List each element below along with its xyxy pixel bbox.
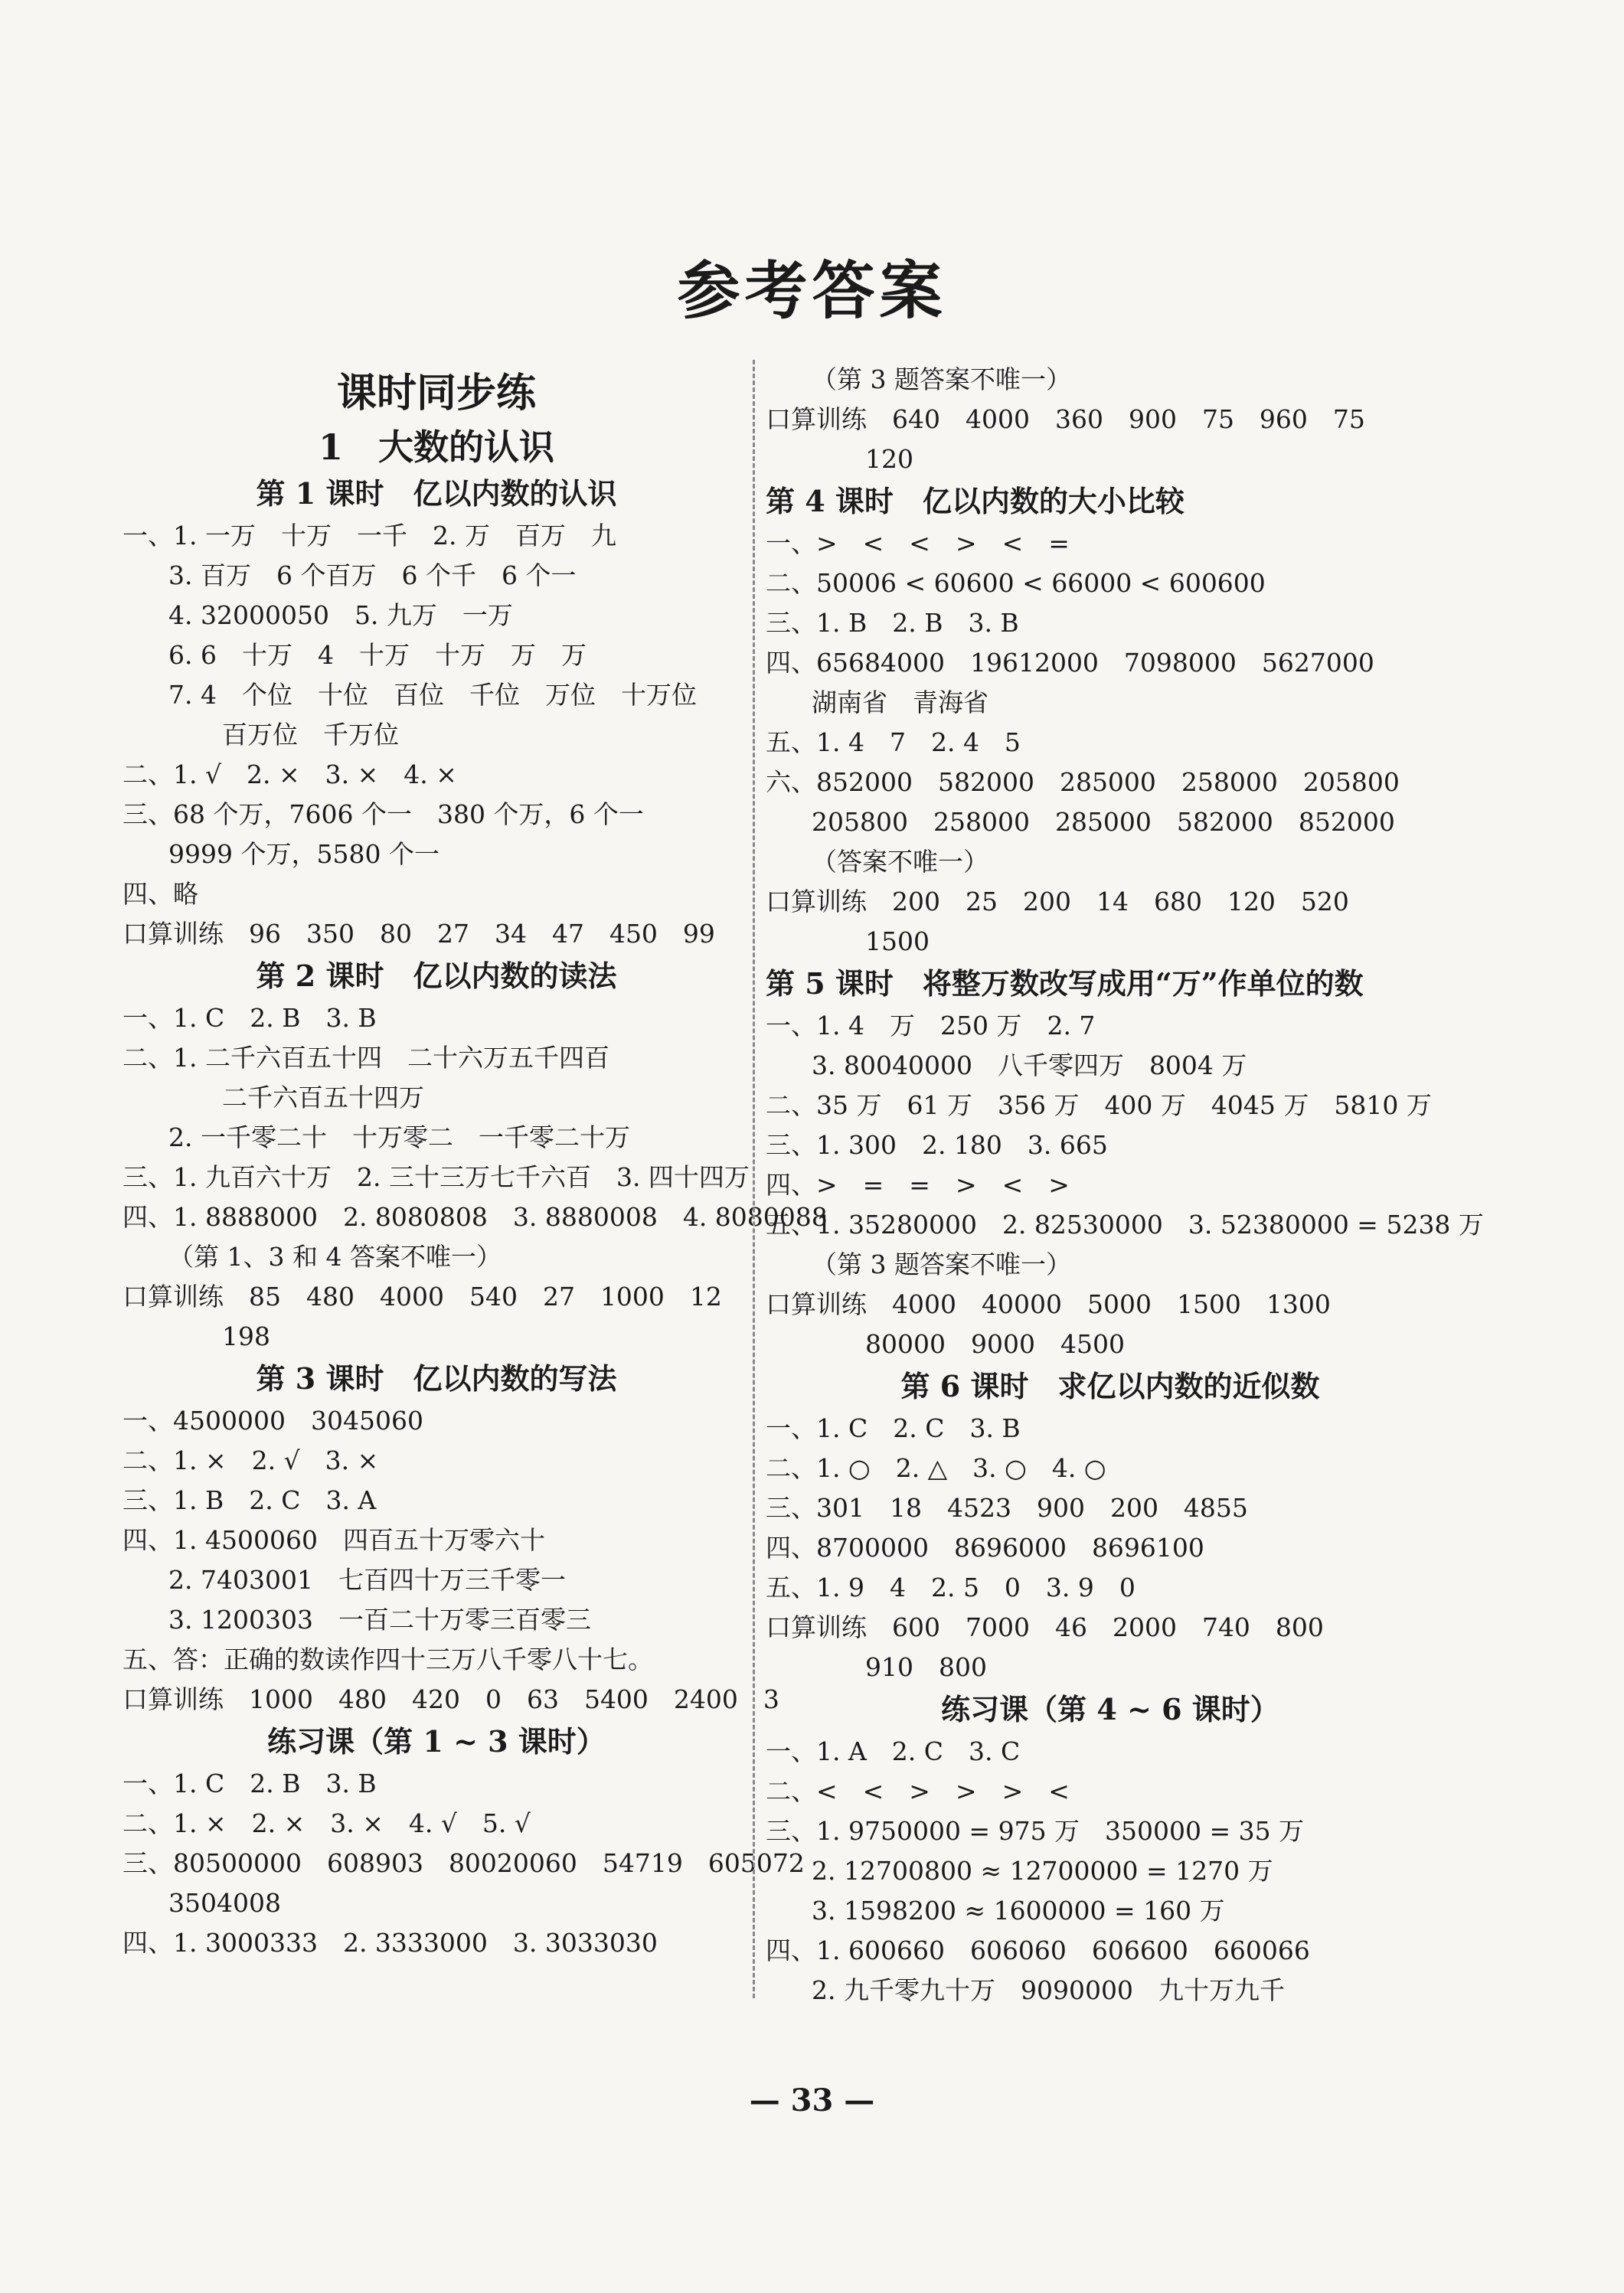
answer-line: 2. 九千零九十万 9090000 九十万九千 [812, 1975, 1285, 2005]
lesson-title: 第 1 课时 亿以内数的认识 [256, 476, 617, 511]
answer-line: 4. 32000050 5. 九万 一万 [168, 600, 513, 630]
answer-line: 四、> = = > < > [766, 1170, 1070, 1200]
answer-line: 三、1. B 2. B 3. B [766, 608, 1019, 638]
lesson-title: 练习课（第 4 ~ 6 课时） [941, 1692, 1279, 1726]
answer-line: 口算训练 640 4000 360 900 75 960 75 [766, 404, 1365, 434]
left-column [123, 360, 828, 1963]
answer-line: 3. 百万 6 个百万 6 个千 6 个一 [168, 560, 577, 590]
answer-line: 四、8700000 8696000 8696100 [766, 1533, 1204, 1563]
answer-line: 四、65684000 19612000 7098000 5627000 [766, 648, 1374, 678]
answer-line: 1500 [865, 926, 930, 956]
answer-line: 910 800 [865, 1652, 987, 1682]
answer-line: 口算训练 96 350 80 27 34 47 450 99 [123, 919, 715, 949]
answer-line: 二、1. ○ 2. △ 3. ○ 4. ○ [766, 1453, 1106, 1483]
answer-line: 二千六百五十四万 [222, 1083, 424, 1112]
answer-line: 四、1. 8888000 2. 8080808 3. 8880008 4. 8080088 [123, 1202, 828, 1232]
answer-line: 9999 个万，5580 个一 [168, 839, 439, 869]
answer-line: 3. 1598200 ≈ 1600000 = 160 万 [812, 1896, 1225, 1926]
page-title: 参考答案 [677, 254, 947, 328]
answer-line: （第 3 题答案不唯一） [812, 364, 1071, 394]
answer-line: 二、1. 二千六百五十四 二十六万五千四百 [123, 1043, 609, 1073]
answer-line: 一、4500000 3045060 [123, 1406, 423, 1436]
answer-line: 三、1. B 2. C 3. A [123, 1485, 377, 1515]
unit-title: 1 大数的认识 [318, 426, 554, 468]
answer-line: 三、1. 300 2. 180 3. 665 [766, 1130, 1108, 1160]
lesson-title: 第 6 课时 求亿以内数的近似数 [900, 1369, 1320, 1403]
answer-line: 二、35 万 61 万 356 万 400 万 4045 万 5810 万 [766, 1090, 1432, 1120]
right-column [766, 360, 1484, 2010]
answer-line: 四、1. 600660 606060 606600 660066 [766, 1935, 1310, 1965]
right-top-lines [766, 360, 1455, 479]
answer-line: 四、略 [123, 879, 198, 909]
answer-line: （第 3 题答案不唯一） [812, 1249, 1071, 1279]
answer-line: 五、1. 35280000 2. 82530000 3. 52380000 = 5238 万 [766, 1210, 1484, 1240]
column-divider [753, 360, 755, 1998]
answer-line: 六、852000 582000 285000 258000 205800 [766, 767, 1400, 797]
lesson-title: 第 4 课时 亿以内数的大小比较 [766, 484, 1185, 518]
answer-line: 2. 12700800 ≈ 12700000 = 1270 万 [812, 1856, 1273, 1886]
answer-line: 6. 6 十万 4 十万 十万 万 万 [168, 640, 587, 670]
answer-line: 百万位 千万位 [222, 720, 399, 750]
answer-line: 二、1. × 2. √ 3. × [123, 1445, 379, 1475]
answer-line: 三、80500000 608903 80020060 54719 605072 [123, 1848, 805, 1878]
answer-line: 二、1. √ 2. × 3. × 4. × [123, 759, 457, 789]
answer-line: 120 [865, 444, 913, 474]
answer-line: 口算训练 600 7000 46 2000 740 800 [766, 1612, 1324, 1642]
answer-line: 198 [222, 1321, 270, 1351]
answer-line: 五、1. 9 4 2. 5 0 3. 9 0 [766, 1573, 1135, 1602]
answer-line: 二、50006 < 60600 < 66000 < 600600 [766, 568, 1266, 598]
answer-line: 3. 80040000 八千零四万 8004 万 [812, 1050, 1247, 1080]
answer-line: 一、1. 4 万 250 万 2. 7 [766, 1011, 1096, 1040]
answer-line: 四、1. 4500060 四百五十万零六十 [123, 1525, 545, 1555]
answer-line: 一、1. C 2. B 3. B [123, 1769, 377, 1798]
section-title: 课时同步练 [336, 370, 536, 416]
answer-line: 一、1. 一万 十万 一千 2. 万 百万 九 [123, 521, 616, 550]
right-blocks [766, 479, 1484, 2010]
lesson-title: 练习课（第 1 ~ 3 课时） [267, 1724, 606, 1759]
answer-line: 2. 一千零二十 十万零二 一千零二十万 [168, 1122, 630, 1152]
left-blocks [123, 472, 828, 1963]
answer-line: 7. 4 个位 十位 百位 千位 万位 十万位 [168, 680, 697, 710]
answer-line: 一、1. A 2. C 3. C [766, 1736, 1021, 1766]
answer-line: 一、1. C 2. B 3. B [123, 1003, 377, 1033]
lesson-title: 第 5 课时 将整万数改写成用“万”作单位的数 [766, 966, 1364, 1001]
answer-line: 一、1. C 2. C 3. B [766, 1413, 1021, 1443]
answer-line: 3. 1200303 一百二十万零三百零三 [168, 1605, 591, 1635]
answer-line: 二、< < > > > < [766, 1776, 1070, 1806]
answer-line: 80000 9000 4500 [865, 1329, 1125, 1359]
page-number: — 33 — [749, 2082, 875, 2118]
answer-line: 二、1. × 2. × 3. × 4. √ 5. √ [123, 1808, 531, 1838]
answer-line: 一、> < < > < = [766, 528, 1070, 558]
answer-line: 口算训练 85 480 4000 540 27 1000 12 [123, 1282, 722, 1311]
answer-line: 三、1. 九百六十万 2. 三十三万七千六百 3. 四十四万 [123, 1162, 750, 1192]
answer-line: （第 1、3 和 4 答案不唯一） [168, 1242, 502, 1272]
lesson-title: 第 3 课时 亿以内数的写法 [256, 1361, 617, 1396]
answer-line: 口算训练 200 25 200 14 680 120 520 [766, 887, 1349, 916]
answer-line: 四、1. 3000333 2. 3333000 3. 3033030 [123, 1928, 658, 1958]
answer-line: 五、1. 4 7 2. 4 5 [766, 727, 1021, 757]
answer-line: 3504008 [168, 1888, 281, 1918]
answer-line: 口算训练 4000 40000 5000 1500 1300 [766, 1289, 1331, 1319]
answer-line: 口算训练 1000 480 420 0 63 5400 2400 3 [123, 1684, 779, 1714]
answer-line: 三、68 个万，7606 个一 380 个万，6 个一 [123, 799, 644, 829]
answer-line: 2. 7403001 七百四十万三千零一 [168, 1565, 566, 1595]
lesson-title: 第 2 课时 亿以内数的读法 [256, 959, 617, 993]
answer-line: 五、答：正确的数读作四十三万八千零八十七。 [123, 1645, 653, 1674]
answer-line: （答案不唯一） [812, 847, 988, 877]
answer-line: 三、301 18 4523 900 200 4855 [766, 1493, 1248, 1523]
answer-line: 205800 258000 285000 582000 852000 [812, 807, 1395, 837]
answer-line: 三、1. 9750000 = 975 万 350000 = 35 万 [766, 1816, 1305, 1846]
answer-line: 湖南省 青海省 [812, 688, 988, 717]
